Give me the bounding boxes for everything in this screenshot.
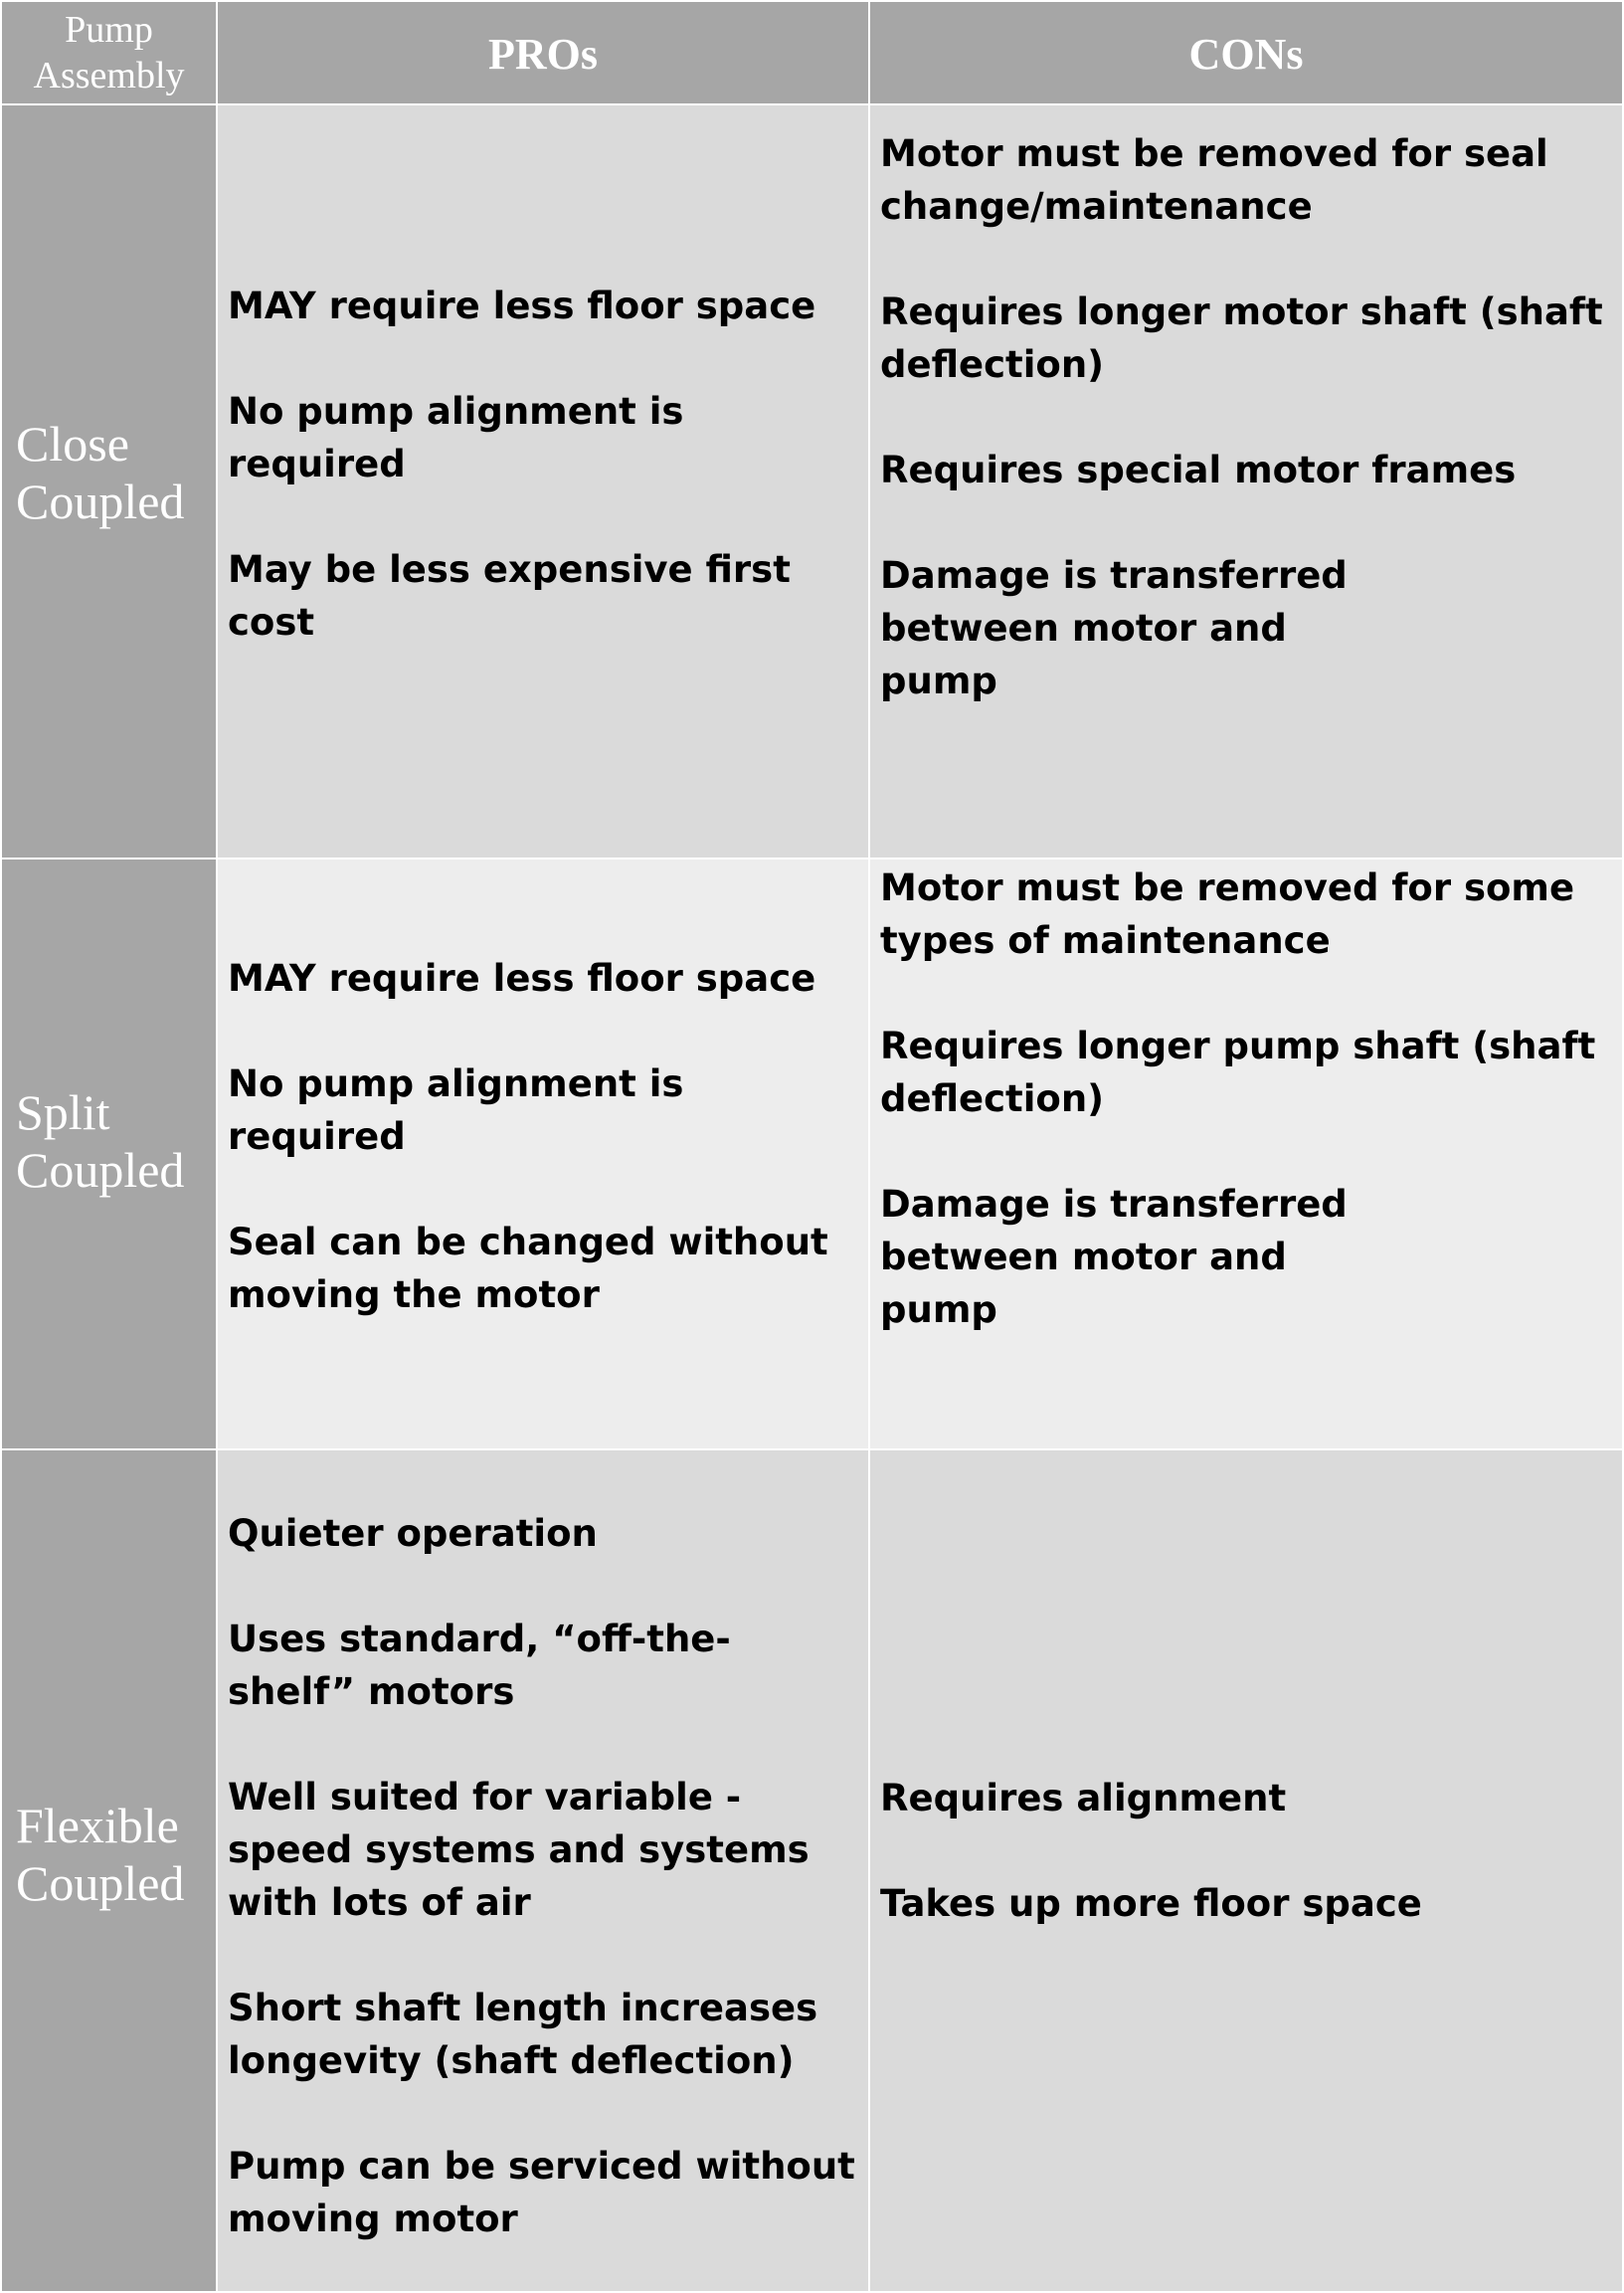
header-pros xyxy=(218,2,868,103)
cons-item: Damage is transferred between motor and pump xyxy=(880,1182,1348,1331)
pros-item: Uses standard, “off-the-shelf” motors xyxy=(228,1617,731,1713)
row-label-text: Close Coupled xyxy=(16,416,185,529)
row-label-split-coupled xyxy=(2,860,216,1448)
row-label-close-coupled xyxy=(2,105,216,858)
cons-cell-flexible-coupled xyxy=(870,1450,1622,2291)
cons-item: Requires longer motor shaft (shaft deflection) xyxy=(880,289,1603,386)
pros-item: Quieter operation xyxy=(228,1511,598,1555)
pros-item: Short shaft length increases longevity (shaft deflection) xyxy=(228,1986,818,2082)
cons-item: Requires longer pump shaft (shaft deflection) xyxy=(880,1024,1596,1120)
row-label-flexible-coupled xyxy=(2,1450,216,2291)
pros-item: MAY require less floor space xyxy=(228,284,816,327)
cons-cell-close-coupled xyxy=(870,105,1622,858)
pros-item: MAY require less floor space xyxy=(228,956,816,1000)
pros-item: No pump alignment is required xyxy=(228,389,684,485)
cons-cell-split-coupled xyxy=(870,860,1622,1448)
pros-item: Well suited for variable -speed systems and systems with lots of air xyxy=(228,1775,810,1924)
pros-item: Seal can be changed without moving the motor xyxy=(228,1220,828,1316)
cons-item: Requires alignment xyxy=(880,1777,1287,1819)
row-label-text: Flexible Coupled xyxy=(16,1797,185,1911)
header-pump-assembly-text: Pump Assembly xyxy=(33,9,185,96)
row-label-text: Split Coupled xyxy=(16,1084,185,1198)
pros-item: Pump can be serviced without moving motor xyxy=(228,2144,855,2240)
pros-cell-close-coupled xyxy=(218,105,868,858)
cons-item: Motor must be removed for some types of maintenance xyxy=(880,865,1575,962)
header-pros-text: PROs xyxy=(488,29,598,79)
cons-item: Requires special motor frames xyxy=(880,448,1517,491)
pros-cell-flexible-coupled xyxy=(218,1450,868,2291)
header-pump-assembly xyxy=(2,2,216,103)
header-cons xyxy=(870,2,1622,103)
cons-item: Takes up more floor space xyxy=(880,1882,1422,1925)
pros-cell-split-coupled xyxy=(218,860,868,1448)
pros-item: No pump alignment is required xyxy=(228,1061,684,1158)
header-cons-text: CONs xyxy=(1188,29,1304,79)
cons-item: Damage is transferred between motor and pump xyxy=(880,553,1348,702)
pros-item: May be less expensive first cost xyxy=(228,547,791,644)
cons-item: Motor must be removed for seal change/maintenance xyxy=(880,131,1548,228)
